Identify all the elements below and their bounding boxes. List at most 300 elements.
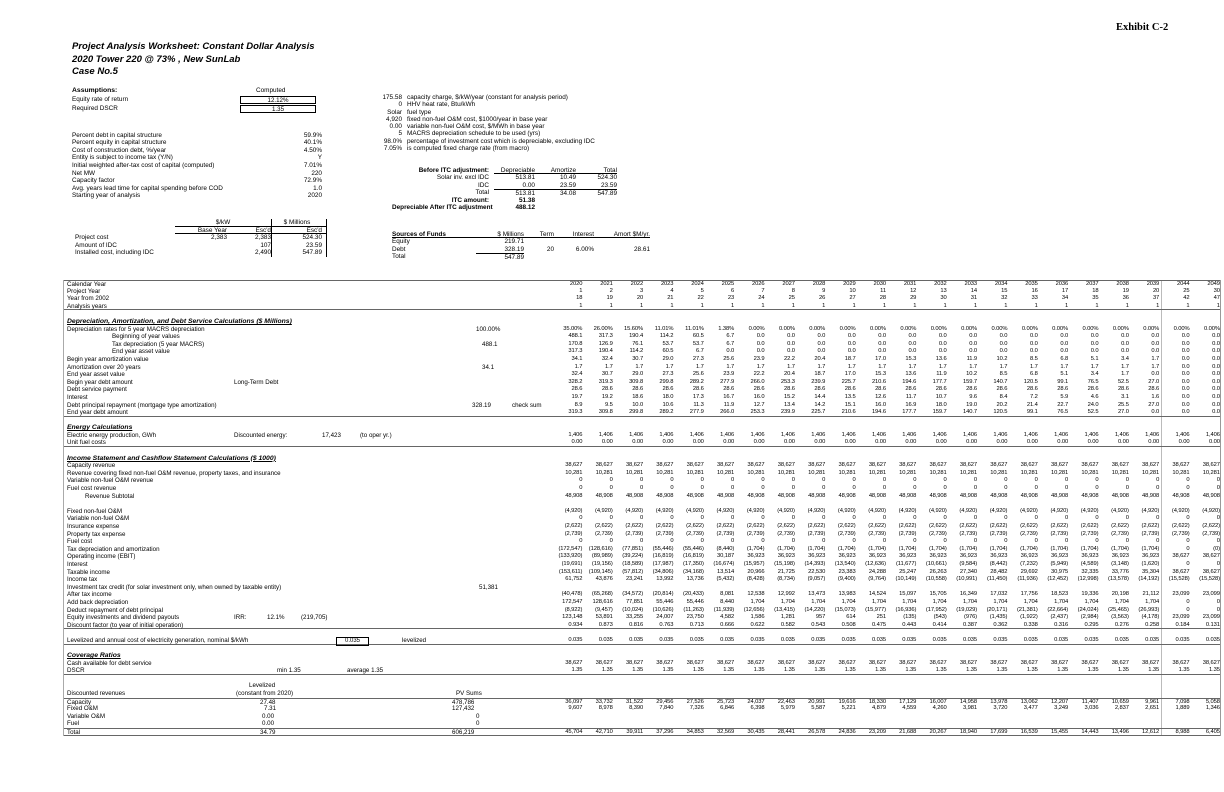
- table-cell: (1,704): [959, 545, 978, 552]
- table-cell: 239.9: [780, 409, 795, 416]
- table-cell: 10,281: [777, 469, 795, 476]
- table-cell: 2: [609, 287, 613, 294]
- table-cell: (2,739): [898, 530, 917, 537]
- table-cell: 0.0: [938, 333, 947, 340]
- sources-cell: 28.61: [634, 245, 650, 253]
- table-cell: 53.7: [662, 340, 674, 347]
- table-cell: 0.0: [817, 340, 826, 347]
- table-cell: 0.00%: [839, 325, 856, 332]
- table-cell: 28.6: [1087, 386, 1099, 393]
- table-cell: 28.6: [935, 386, 947, 393]
- row-label: Revenue covering fixed non-fuel O&M revenue, property taxes, and insurance: [67, 469, 281, 477]
- table-cell: 0.035: [1205, 636, 1220, 643]
- table-cell: 0: [1216, 538, 1220, 545]
- row-label: Levelized and annual cost of electricity generation, nominal $/kWh 0.035 levelized: [67, 636, 427, 645]
- table-cell: 0.035: [871, 636, 886, 643]
- table-cell: (15,528): [1199, 576, 1220, 583]
- table-cell: 1: [579, 302, 583, 309]
- assumption-value[interactable]: 12.12%: [240, 96, 316, 104]
- table-cell: 0.0: [1181, 333, 1190, 340]
- table-cell: 38,627: [1202, 553, 1220, 560]
- table-cell: 0.035: [1114, 636, 1129, 643]
- table-cell: 0.0: [1060, 340, 1069, 347]
- table-cell: 0: [579, 515, 583, 522]
- table-cell: 1,704: [780, 598, 795, 605]
- table-cell: 225.7: [811, 409, 826, 416]
- assumption-row: [72, 177, 322, 184]
- table-cell: 2037: [1085, 281, 1099, 287]
- table-cell: 0: [1186, 485, 1190, 492]
- table-cell: (4,920): [807, 507, 826, 514]
- table-cell: (1,704): [777, 545, 795, 552]
- table-cell: 1.35: [601, 667, 613, 674]
- row-label: Variable O&M 0.00 0: [67, 712, 480, 720]
- table-cell: 48,908: [1020, 492, 1038, 499]
- case-number: Case No.5: [72, 66, 118, 77]
- table-cell: 0.0: [1212, 340, 1220, 347]
- table-cell: 317.3: [598, 333, 613, 340]
- table-cell: 38,627: [625, 462, 644, 469]
- assumption-label: Entity is subject to income tax (Y/N): [72, 154, 173, 162]
- table-cell: 0.035: [659, 636, 674, 643]
- table-cell: 25.6: [692, 371, 704, 378]
- row-label: Begin year amortization value: [67, 355, 149, 363]
- itc-header: Before ITC adjustment:: [418, 167, 489, 174]
- table-cell: 1,406: [1084, 431, 1099, 438]
- table-cell: (19,691): [561, 560, 583, 567]
- table-cell: 0.035: [841, 636, 856, 643]
- table-cell: 29: [910, 295, 917, 302]
- table-cell: 11,407: [1081, 698, 1099, 705]
- table-cell: 1.35: [1117, 667, 1129, 674]
- table-cell: (2,739): [1080, 530, 1099, 537]
- assumption-label: Equity rate of return: [72, 96, 129, 103]
- table-cell: 47: [1213, 295, 1220, 302]
- title-block: [72, 41, 315, 79]
- table-cell: 13.6: [935, 355, 947, 362]
- assumption-value[interactable]: 1.35: [240, 105, 316, 113]
- table-cell: 0.0: [1181, 401, 1190, 408]
- table-cell: 16.0: [753, 393, 765, 400]
- table-cell: 0: [1216, 560, 1220, 567]
- table-cell: 38,627: [1111, 659, 1129, 666]
- table-cell: 1,704: [932, 598, 947, 605]
- table-cell: (15,957): [743, 560, 765, 567]
- table-cell: 48,908: [929, 492, 947, 499]
- table-cell: 8.4: [999, 393, 1008, 400]
- table-cell: 0.00: [783, 439, 795, 446]
- spec-row: [372, 123, 595, 130]
- table-cell: 13,473: [808, 591, 826, 598]
- table-cell: (18,589): [622, 560, 644, 567]
- table-cell: 2026: [752, 281, 765, 287]
- table-row: [64, 333, 1220, 341]
- table-cell: 1.7: [1151, 363, 1160, 370]
- table-cell: 0: [609, 538, 613, 545]
- row-note: 27.48: [260, 698, 276, 706]
- row-label: Discount factor (to year of initial operation): [67, 621, 184, 629]
- table-cell: 32.4: [601, 355, 613, 362]
- table-cell: (12,998): [1077, 576, 1099, 583]
- table-cell: 0: [852, 538, 856, 545]
- table-cell: 1.35: [996, 667, 1008, 674]
- table-cell: 317.3: [568, 348, 583, 355]
- table-cell: 10,281: [838, 469, 856, 476]
- table-cell: (4,920): [1050, 507, 1069, 514]
- table-cell: (4,920): [655, 507, 674, 514]
- table-cell: 27.0: [1148, 401, 1160, 408]
- table-cell: 10: [849, 287, 856, 294]
- table-cell: 1,704: [811, 598, 826, 605]
- table-cell: (4,920): [595, 507, 613, 514]
- table-cell: 1.35: [966, 667, 978, 674]
- sources-column-header: Term: [524, 231, 554, 238]
- table-cell: (11,263): [683, 606, 704, 613]
- table-cell: 1: [579, 287, 583, 294]
- table-cell: 35: [1092, 295, 1099, 302]
- table-cell: 4,260: [932, 705, 947, 712]
- table-cell: 0: [1095, 477, 1099, 484]
- table-row: [64, 402, 1220, 410]
- table-cell: 13,496: [1111, 729, 1129, 736]
- table-cell: 0.0: [1181, 409, 1190, 416]
- assumption-label: Net MW: [72, 170, 96, 177]
- depreciable-after-itc-row: [392, 204, 617, 211]
- table-cell: 0.00: [1148, 439, 1160, 446]
- table-cell: 1.35: [723, 667, 735, 674]
- table-row: [64, 720, 1220, 728]
- table-cell: (17,952): [925, 606, 947, 613]
- table-cell: (10,991): [956, 576, 978, 583]
- row-label: Project Year: [67, 287, 101, 295]
- table-cell: 19: [1122, 287, 1129, 294]
- table-cell: 0.0: [847, 340, 856, 347]
- row-label: Capacity revenue: [67, 462, 116, 470]
- table-cell: 289.2: [689, 378, 704, 385]
- sources-row-label: Debt: [392, 245, 406, 253]
- table-cell: (26,993): [1138, 606, 1160, 613]
- table-cell: 6,405: [1205, 729, 1220, 736]
- table-cell: 16,007: [929, 698, 947, 705]
- table-cell: 3,249: [1054, 705, 1069, 712]
- table-cell: 22.2: [753, 371, 765, 378]
- table-cell: (4,920): [837, 507, 856, 514]
- sources-data-row: [392, 246, 650, 253]
- table-cell: 23,099: [1172, 591, 1190, 598]
- table-cell: 0.00: [1117, 439, 1129, 446]
- table-cell: 177.7: [902, 409, 917, 416]
- table-cell: 0.00: [905, 439, 917, 446]
- table-cell: (55,446): [683, 545, 704, 552]
- table-cell: 38,627: [929, 659, 947, 666]
- spacer-row: [64, 675, 1220, 683]
- table-cell: 0.00%: [1203, 325, 1220, 332]
- table-cell: 0.00%: [930, 325, 947, 332]
- table-cell: 0.0: [908, 340, 917, 347]
- table-cell: 4,582: [720, 614, 735, 621]
- table-cell: 1.7: [635, 363, 644, 370]
- table-cell: 1.7: [1121, 371, 1129, 378]
- table-cell: 0: [761, 485, 765, 492]
- table-cell: 48,908: [990, 492, 1008, 499]
- table-cell: 140.7: [963, 409, 978, 416]
- row-note: min 1.35: [277, 667, 301, 675]
- table-cell: 0: [943, 477, 947, 484]
- itc-cell: 34.08: [535, 189, 576, 196]
- table-cell: (11,677): [895, 560, 917, 567]
- table-row: [64, 386, 1220, 394]
- table-cell: 0.00%: [961, 325, 978, 332]
- table-cell: 38,627: [808, 462, 826, 469]
- table-cell: 0: [1004, 477, 1008, 484]
- table-cell: 9,607: [568, 705, 583, 712]
- table-cell: (2,739): [655, 530, 674, 537]
- table-cell: 1.7: [1090, 363, 1099, 370]
- table-row: [64, 432, 1220, 440]
- row-label: Taxable income: [67, 568, 110, 576]
- table-cell: 10,281: [1172, 469, 1190, 476]
- table-cell: 14.4: [814, 393, 826, 400]
- table-cell: 1.35: [1087, 667, 1099, 674]
- table-cell: 0.0: [1181, 378, 1190, 385]
- table-cell: 170.8: [568, 340, 583, 347]
- table-cell: 1,406: [963, 431, 978, 438]
- table-row: [64, 280, 1220, 288]
- table-cell: (4,920): [746, 507, 765, 514]
- table-cell: 26,578: [808, 729, 826, 736]
- table-cell: 1: [700, 302, 704, 309]
- table-cell: 1: [882, 302, 886, 309]
- spec-value: 0: [398, 101, 402, 109]
- table-cell: 1,406: [780, 431, 795, 438]
- itc-column-header: Amortize: [535, 167, 576, 174]
- table-cell: 0.00%: [1082, 325, 1099, 332]
- table-cell: 0.00: [966, 439, 978, 446]
- table-cell: 24,007: [656, 614, 674, 621]
- table-cell: 253.3: [750, 409, 765, 416]
- table-cell: (2,739): [929, 530, 947, 537]
- table-cell: 0: [1064, 477, 1069, 484]
- table-cell: 8: [791, 287, 795, 294]
- sources-row-label: Total: [392, 253, 406, 261]
- table-cell: (2,622): [837, 523, 856, 529]
- table-cell: (2,622): [929, 523, 947, 529]
- table-cell: 0: [731, 538, 735, 545]
- table-cell: 6,846: [720, 705, 735, 712]
- table-cell: 28.6: [1057, 386, 1069, 393]
- table-cell: 1.7: [817, 363, 826, 370]
- table-cell: 32,569: [717, 729, 735, 736]
- cost-millions-value: 547.89: [271, 249, 327, 257]
- table-cell: (19,156): [591, 560, 613, 567]
- assumption-row: [72, 170, 322, 177]
- table-cell: 27,340: [959, 568, 978, 575]
- table-cell: (4,920): [989, 507, 1008, 514]
- table-cell: 14: [970, 287, 978, 294]
- table-cell: 0.0: [817, 348, 826, 355]
- table-cell: 0.0: [878, 333, 886, 340]
- row-label: [64, 447, 554, 455]
- table-cell: (55,446): [652, 545, 674, 552]
- table-cell: 0.00: [1057, 439, 1069, 446]
- table-cell: 0.0: [1090, 333, 1099, 340]
- table-cell: 27.0: [1148, 378, 1160, 385]
- table-cell: (19,029): [956, 606, 978, 613]
- table-cell: 13,983: [838, 591, 856, 598]
- table-cell: 1,406: [1054, 431, 1069, 438]
- assumption-value: 7.01%: [303, 161, 322, 169]
- table-cell: 0: [1216, 606, 1220, 613]
- row-note: (to oper yr.): [360, 431, 392, 439]
- table-cell: 0: [791, 477, 795, 484]
- table-cell: (2,622): [1111, 523, 1129, 529]
- table-cell: (22,664): [1047, 606, 1069, 613]
- table-cell: (2,739): [595, 530, 613, 537]
- row-label: End year debt amount: [67, 409, 128, 417]
- table-cell: 55,446: [686, 598, 704, 605]
- sources-data-row: [392, 253, 650, 260]
- itc-column-header: Total: [576, 167, 617, 174]
- table-cell: 0.0: [969, 340, 978, 347]
- table-cell: 0.035: [1175, 636, 1190, 643]
- table-cell: 0.00: [601, 439, 613, 446]
- table-cell: 18: [1092, 287, 1099, 294]
- table-cell: 1: [609, 302, 613, 309]
- table-cell: 2027: [782, 281, 795, 287]
- row-note: IRR:: [234, 614, 247, 622]
- table-cell: 24,037: [747, 698, 765, 705]
- table-cell: 12.6: [875, 393, 886, 400]
- table-cell: (2,622): [595, 523, 613, 529]
- table-cell: 0: [639, 477, 644, 484]
- table-cell: 1.6: [1151, 393, 1160, 400]
- assumption-row: [72, 139, 322, 146]
- table-cell: 13.6: [905, 371, 917, 378]
- table-cell: 0: [1125, 538, 1129, 545]
- table-cell: 30,435: [747, 729, 765, 736]
- spec-row: [372, 138, 595, 145]
- table-cell: 30.7: [601, 371, 613, 378]
- table-cell: (2,739): [1141, 530, 1160, 537]
- table-cell: 0: [731, 515, 735, 522]
- table-cell: 0.0: [1212, 371, 1220, 378]
- table-cell: 48,908: [625, 492, 644, 499]
- table-cell: 210.6: [871, 378, 886, 385]
- table-cell: 0.00: [814, 439, 826, 446]
- table-cell: 0.00: [662, 439, 674, 446]
- table-cell: 32,335: [1081, 568, 1099, 575]
- table-cell: 38,627: [1020, 659, 1038, 666]
- table-cell: 38,627: [565, 659, 583, 666]
- table-cell: 1: [822, 302, 826, 309]
- table-cell: 2024: [691, 281, 704, 287]
- table-cell: 1,704: [1114, 598, 1129, 605]
- table-cell: 23,209: [868, 729, 886, 736]
- table-cell: (20,814): [652, 591, 674, 598]
- itc-amount-row: [392, 197, 617, 204]
- table-cell: 159.7: [932, 409, 947, 416]
- assumption-row: [72, 185, 322, 192]
- table-cell: 0.295: [1084, 621, 1099, 628]
- table-cell: (20,171): [986, 606, 1008, 613]
- table-cell: 10,281: [717, 469, 735, 476]
- table-cell: 1,406: [1114, 431, 1129, 438]
- spec-description: is computed fixed charge rate (from macro): [407, 145, 530, 153]
- row-label: Income tax: [67, 576, 98, 584]
- table-cell: 1,406: [750, 431, 765, 438]
- spec-row: [372, 94, 595, 101]
- table-cell: 266.0: [720, 409, 735, 416]
- section-heading-row: [64, 652, 1220, 660]
- table-row: [64, 409, 1220, 417]
- table-cell: 23,241: [625, 576, 644, 583]
- table-cell: 0.035: [811, 636, 826, 643]
- sources-column-header: Interest: [554, 231, 594, 238]
- table-cell: 1.7: [1151, 355, 1160, 362]
- table-cell: 23.9: [723, 371, 735, 378]
- table-cell: (39,224): [622, 553, 644, 560]
- table-cell: 0: [1186, 560, 1190, 567]
- row-label: [64, 310, 554, 318]
- table-cell: 15.2: [783, 393, 795, 400]
- table-cell: 2031: [903, 281, 917, 287]
- table-cell: (8,922): [564, 606, 583, 613]
- table-cell: 0.0: [908, 348, 917, 355]
- table-cell: 1,406: [871, 431, 886, 438]
- table-cell: (15,073): [834, 606, 856, 613]
- table-cell: 1: [1034, 302, 1038, 309]
- table-cell: 20,198: [1111, 591, 1129, 598]
- table-cell: 251: [876, 614, 886, 621]
- table-cell: 1,281: [780, 614, 795, 621]
- table-cell: 42,710: [595, 729, 613, 736]
- sources-cell: 20: [546, 245, 554, 253]
- table-cell: (12,452): [1047, 576, 1069, 583]
- table-cell: 28.6: [875, 386, 886, 393]
- table-cell: (2,622): [564, 523, 583, 529]
- assumption-value: 40.1%: [303, 139, 322, 147]
- table-cell: 28.6: [632, 386, 644, 393]
- table-cell: 1.7: [787, 363, 795, 370]
- table-cell: 190.4: [598, 348, 613, 355]
- table-cell: 38,627: [777, 659, 795, 666]
- levelized-cost-box[interactable]: 0.035: [336, 637, 369, 646]
- table-cell: 17,032: [990, 591, 1008, 598]
- table-cell: 24,288: [868, 568, 886, 575]
- table-cell: 10,281: [1020, 469, 1038, 476]
- table-cell: (109,145): [588, 568, 613, 575]
- table-cell: 52.5: [1117, 378, 1129, 385]
- table-cell: 1.35: [1057, 667, 1069, 674]
- table-cell: 99.1: [1026, 409, 1038, 416]
- table-row: [64, 364, 1220, 372]
- spec-description: HHV heat rate, Btu/kWh: [407, 101, 476, 109]
- table-cell: 23,383: [838, 568, 856, 575]
- table-cell: 1: [1156, 302, 1160, 309]
- sources-cell: [594, 253, 650, 260]
- table-cell: 13,736: [686, 576, 704, 583]
- table-cell: 0: [1156, 538, 1160, 545]
- analysis-spreadsheet: [63, 280, 1221, 736]
- table-cell: 6: [731, 287, 735, 294]
- table-cell: 0.035: [932, 636, 947, 643]
- table-cell: 0.0: [969, 348, 978, 355]
- table-cell: 1: [852, 302, 856, 309]
- table-cell: 13.4: [783, 401, 795, 408]
- table-cell: 0: [943, 485, 947, 492]
- assumption-row: [72, 162, 322, 169]
- table-cell: 38,627: [990, 659, 1008, 666]
